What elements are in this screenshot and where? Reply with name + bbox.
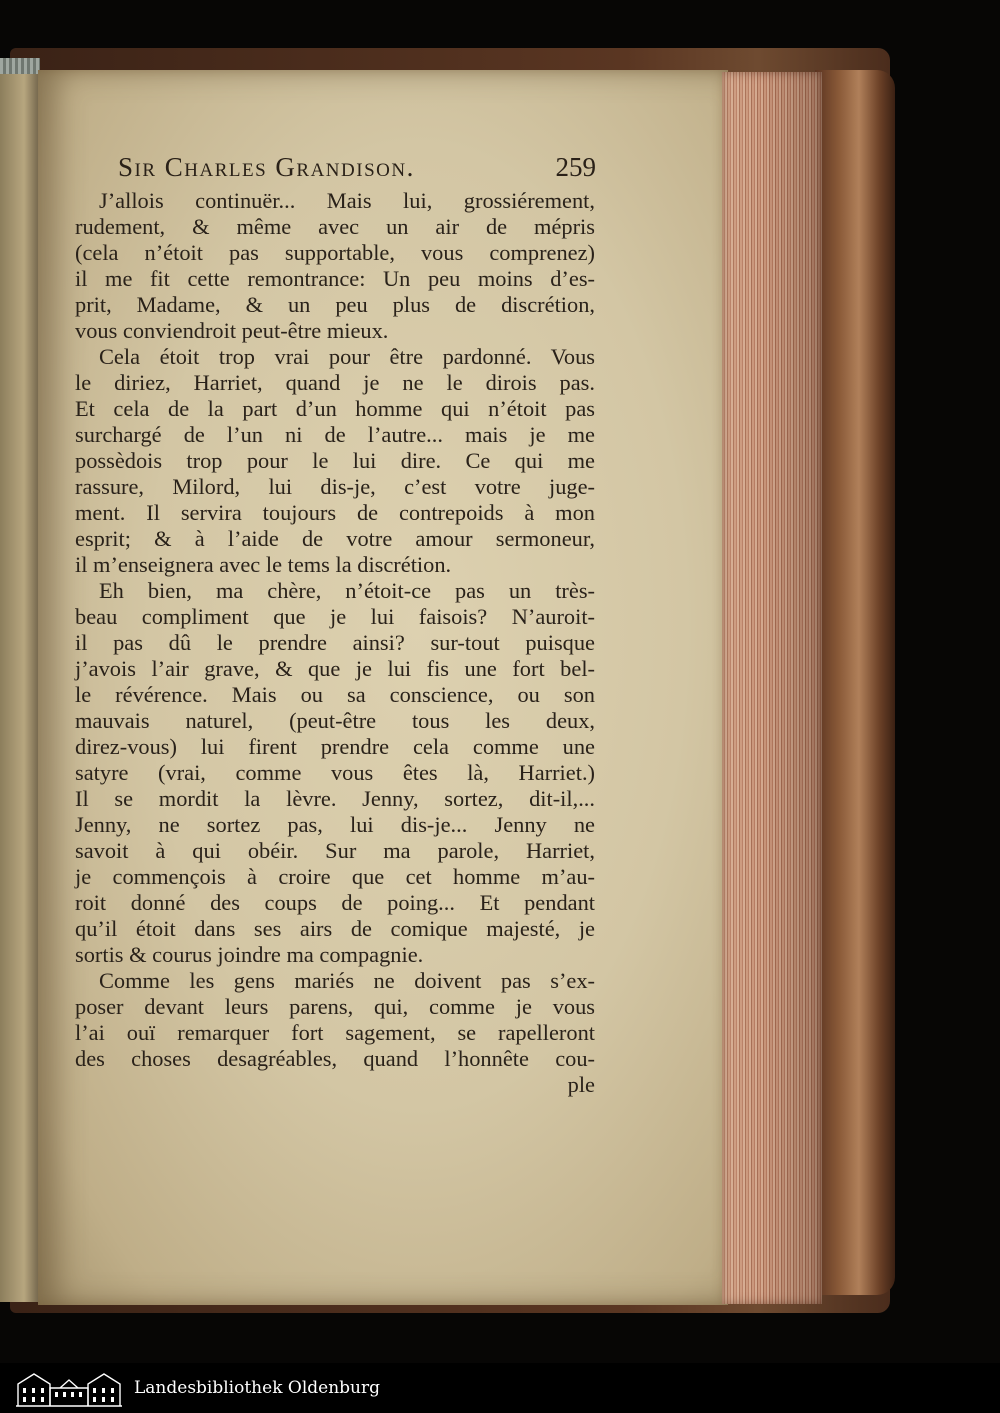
- library-building-icon: [14, 1368, 124, 1408]
- text-line: le révérence. Mais ou sa conscience, ou son: [75, 682, 595, 707]
- text-line: il pas dû le prendre ainsi? sur-tout puisque: [75, 630, 595, 655]
- text-line: roit donné des coups de poing... Et pendant: [75, 890, 595, 915]
- text-line: direz-vous) lui firent prendre cela comme une: [75, 734, 595, 759]
- text-line: Comme les gens mariés ne doivent pas s’ex-: [99, 968, 595, 993]
- text-line: Cela étoit trop vrai pour être pardonné. Vous: [99, 344, 595, 369]
- text-line: qu’il étoit dans ses airs de comique majesté, je: [75, 916, 595, 941]
- text-line: l’ai ouï remarquer fort sagement, se rapelleront: [75, 1020, 595, 1045]
- text-line: il m’enseignera avec le tems la discrétion.: [75, 552, 452, 577]
- text-line: prit, Madame, & un peu plus de discrétion,: [75, 292, 595, 317]
- text-line: vous conviendroit peut-être mieux.: [75, 318, 389, 343]
- text-line: possèdois trop pour le lui dire. Ce qui me: [75, 448, 595, 473]
- text-line: mauvais naturel, (peut-être tous les deux,: [75, 708, 595, 733]
- text-line: sortis & courus joindre ma compagnie.: [75, 942, 424, 967]
- book-cover-edge: [815, 70, 895, 1295]
- text-line: savoit à qui obéir. Sur ma parole, Harriet,: [75, 838, 595, 863]
- text-line: esprit; & à l’aide de votre amour sermoneur,: [75, 526, 595, 551]
- page-number: 259: [555, 152, 596, 182]
- catchword: ple: [567, 1072, 595, 1097]
- text-line: poser devant leurs parens, qui, comme je vous: [75, 994, 595, 1019]
- spine-band: [0, 58, 40, 74]
- text-line: J’allois continuër... Mais lui, grossiérement,: [99, 188, 595, 213]
- text-line: satyre (vrai, comme vous êtes là, Harriet.): [75, 760, 595, 785]
- text-line: des choses desagréables, quand l’honnête cou-: [75, 1046, 595, 1071]
- text-line: ment. Il servira toujours de contrepoids à mon: [75, 500, 595, 525]
- text-line: rudement, & même avec un air de mépris: [75, 214, 595, 239]
- text-line: Il se mordit la lèvre. Jenny, sortez, dit-il,...: [75, 786, 595, 811]
- text-line: Et cela de la part d’un homme qui n’étoit pas: [75, 396, 595, 421]
- text-line: (cela n’étoit pas supportable, vous comprenez): [75, 240, 595, 265]
- text-line: le diriez, Harriet, quand je ne le dirois pas.: [75, 370, 595, 395]
- running-header: [118, 152, 596, 188]
- running-title: Sir Charles Grandison.: [118, 152, 415, 182]
- facing-page-edge: [0, 62, 40, 1302]
- institution-name: Landesbibliothek Oldenburg: [134, 1378, 381, 1398]
- text-line: beau compliment que je lui faisois? N’auroit-: [75, 604, 595, 629]
- text-line: j’avois l’air grave, & que je lui fis une fort bel-: [75, 656, 595, 681]
- text-line: Jenny, ne sortez pas, lui dis-je... Jenny ne: [75, 812, 595, 837]
- text-line: je commençois à croire que cet homme m’au-: [75, 864, 595, 889]
- text-line: il me fit cette remontrance: Un peu moins d’es-: [75, 266, 595, 291]
- page-edges-shade: [722, 72, 822, 1304]
- text-line: rassure, Milord, lui dis-je, c’est votre juge-: [75, 474, 595, 499]
- text-line: surchargé de l’un ni de l’autre... mais je me: [75, 422, 595, 447]
- text-line: Eh bien, ma chère, n’étoit-ce pas un très-: [99, 578, 595, 603]
